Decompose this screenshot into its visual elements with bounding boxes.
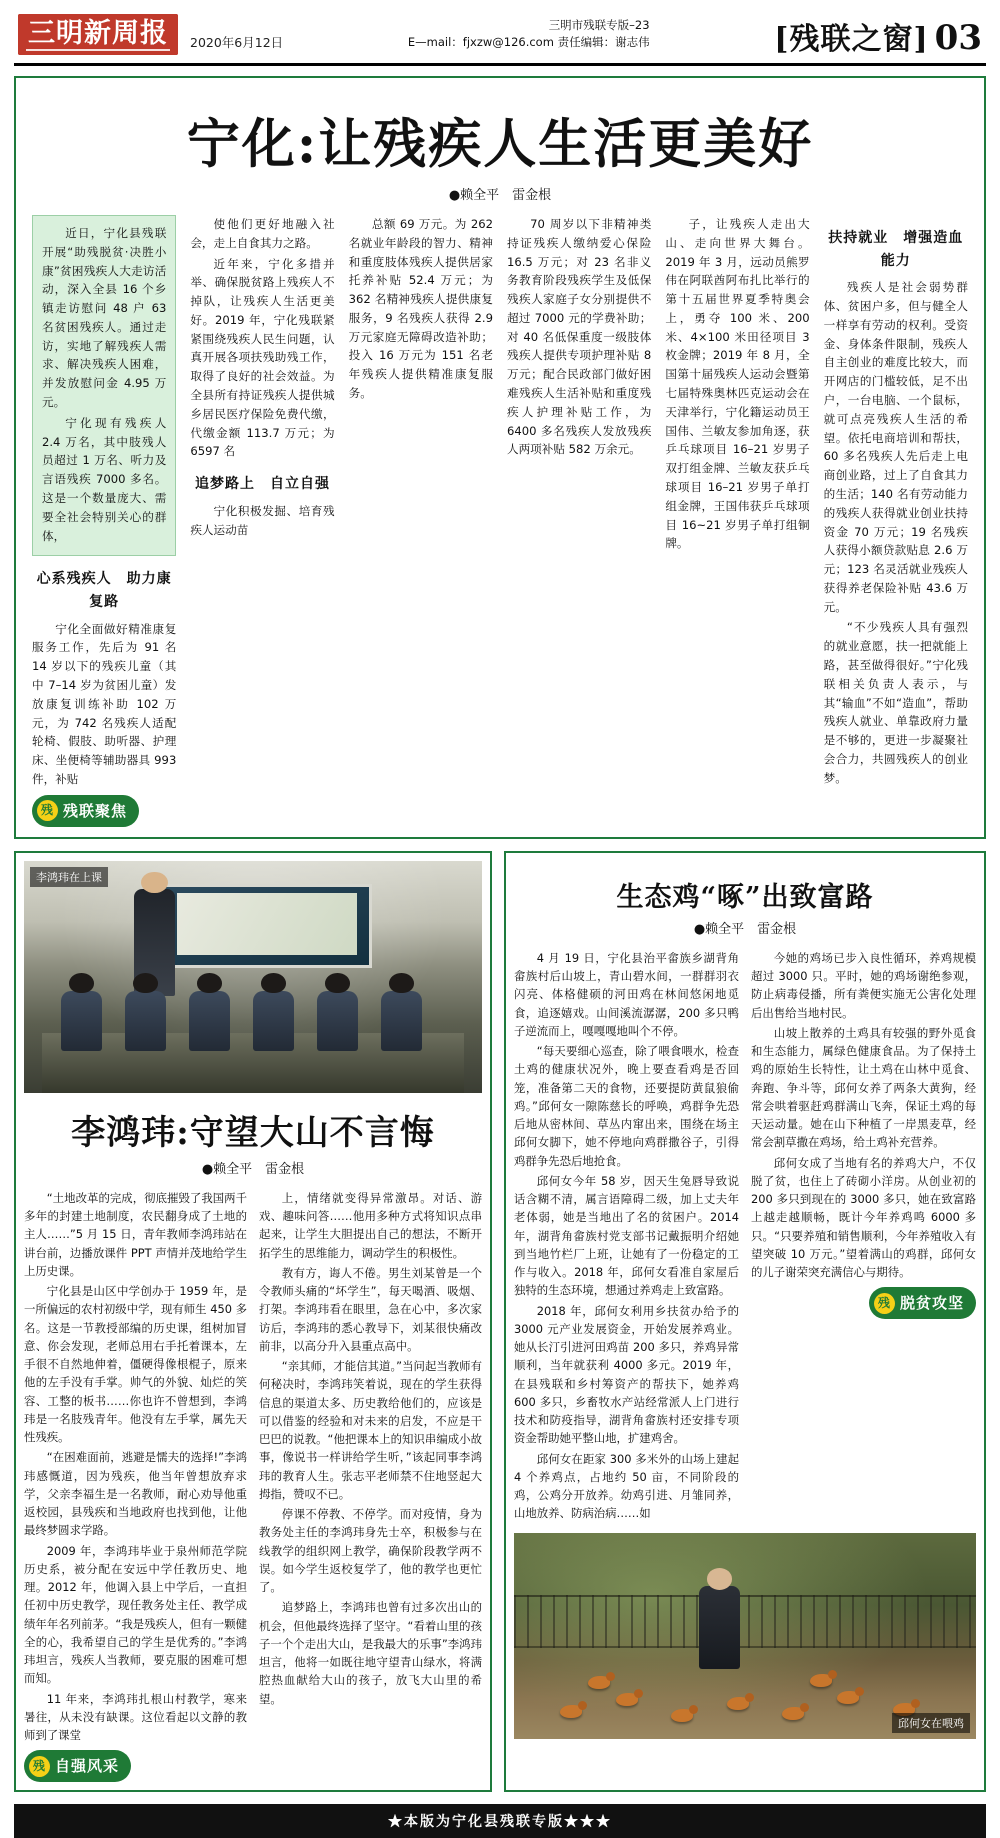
rcol2-p3: 邱何女成了当地有名的养鸡大户，不仅脱了贫，也住上了砖砌小洋房。从创业初的 200 多只到现在的 3000 多只，她在致富路上越走越顺畅，既计今年养鸡鸣 6000 多只。“只要养殖和销售顺利，今年养殖收入有望突破 10 万元。”望着满山的鸡群，邱何女的儿子谢荣突充满信心与期待。 xyxy=(751,1155,976,1280)
lcol2-p3: “亲其师，才能信其道。”当问起当教师有何秘决时，李鸿玮笑着说，现在的学生获得信息的渠道太多、历史教给他们的，应该是可以借鉴的经验和对未来的启发，不应是干巴巴的说教。“他把课本上的知识串编成小故事，像说书一样讲给学生听，”该起同事李鸿玮的教育人生。张志平老师禁不住地竖起大拇指，赞叹不已。 xyxy=(259,1359,482,1501)
top-article-headline: 宁化:让残疾人生活更美好 xyxy=(186,113,814,175)
top-article-byline: ●赖全平 雷金根 xyxy=(448,188,552,203)
lead-para-1: 近日，宁化县残联开展“助残脱贫·决胜小康”贫困残疾人大走访活动，深入全县 16 个乡镇走访慰问 48 户 63 名贫困残疾人。通过走访，实地了解残疾人需求、解决残疾人困难，并发放慰问金 4.95 万元。 xyxy=(42,226,167,410)
badge-ziqiang xyxy=(24,1750,131,1782)
farmer-figure xyxy=(699,1586,741,1668)
right-column-1 xyxy=(514,949,739,1525)
chicken xyxy=(810,1674,832,1687)
chicken xyxy=(588,1676,610,1689)
col2-para-3: 宁化积极发掘、培育残疾人运动苗 xyxy=(190,503,335,537)
edition-line: 三明市残联专版–23 xyxy=(548,17,650,32)
badge-emblem-icon: 残 xyxy=(29,1756,50,1777)
right-article-columns xyxy=(514,949,976,1525)
chicken xyxy=(837,1691,859,1704)
lcol2-p1: 上，情绪就变得异常激昂。对话、游戏、趣味问答……他用多种方式将知识点串起来，让学生大胆提出自己的想法，不断开拓学生的思维能力，调动学生的积极性。 xyxy=(259,1190,482,1260)
lcol1-p1: “土地改革的完成，彻底摧毁了我国两千多年的封建土地制度，农民翻身成了土地的主人……”5 月 15 日，青年教师李鸿玮站在讲台前，边播放课件 PPT 声情并茂地给学生上历史课。 xyxy=(24,1190,247,1278)
classroom-photo xyxy=(24,861,482,1093)
chicken xyxy=(616,1693,638,1706)
rcol2-p1: 今她的鸡场已步入良性循环，养鸡规模超过 3000 只。平时，她的鸡场谢绝参观，防止病毒侵播，所有粪便实施无公害化处理后出售给当地村民。 xyxy=(751,950,976,1020)
lcol2-p5: 追梦路上，李鸿玮也曾有过多次出山的机会，但他最终选择了坚守。“看着山里的孩子一个个走出大山，是我最大的乐事”李鸿玮坦言，他将一如既往地守望青山绿水，将满腔热血献给大山的孩子，放飞大山里的希望。 xyxy=(259,1600,482,1706)
col4-para-1: 70 周岁以下非精神类持证残疾人缴纳爱心保险 16.5 万元；对 23 名非义务教育阶段残疾学生及低保残疾人家庭子女分别提供不超过 7000 元的学费补助；对 40 名低保重度一级肢体残疾人提供专项护理补贴 8 万元；配合民政部门做好困难残疾人生活补贴和重度残疾人护理补贴工作，为 6400 多名残疾人发放残疾人两项补贴 582 万余元。 xyxy=(506,217,652,457)
student-figure xyxy=(189,991,230,1051)
masthead-right xyxy=(774,18,982,58)
badge-canlian-focus xyxy=(32,795,139,827)
right-article-headline: 生态鸡“啄”出致富路 xyxy=(616,881,874,913)
section-title: [残联之窗] xyxy=(774,22,929,57)
slide-image xyxy=(177,893,357,955)
col2-para-2: 近年来，宁化多措并举、确保脱贫路上残疾人不掉队，让残疾人生活更美好。2019 年，宁化残联紧紧围绕残疾人民生问题，认真开展各项扶残助残工作，取得了良好的社会效益。为全县所有持证残疾人提供城乡居民医疗保险免费代缴，代缴金额 113.7 万元；为 6597 名 xyxy=(190,256,335,459)
top-article xyxy=(14,76,986,839)
classroom-scene xyxy=(24,861,482,1093)
right-article-byline: ●赖全平 雷金根 xyxy=(693,921,797,937)
rcol2-p2: 山坡上散养的土鸡具有较强的野外觅食和生态能力，属绿色健康食品。为了保持土鸡的原始生长特性，让土鸡在山林中觅食、奔跑、争斗等，邱何女养了两条大黄狗，经常会哄着驱赶鸡群满山飞奔，保证土鸡的每天运动量。她在山下种植了一岸黑麦草，经常会割草撒在鸡场，给土鸡补充营养。 xyxy=(751,1025,976,1150)
col5-para-1: 子，让残疾人走出大山、走向世界大舞台。2019 年 3 月，远动员熊罗伟在阿联酋阿布扎比举行的第十五届世界夏季特奥会上，勇夺 100 米、200 米、4×100 米田径项目 3 枚金牌；2019 年 8 月，全国第十届残疾人运动会暨第七届特殊奥林匹克运动会在天津举行，宁化籍运动员王国伟、兰敏友参加角逐，获乒乓球项目 16–21 岁男子双打组金牌、兰敏友获乒乓球项目 16–21 岁男子单打组金牌，王国伟获乒乓球项目 16~21 岁男子单打组铜牌。 xyxy=(665,217,810,551)
lcol1-p4: 2009 年，李鸿玮毕业于泉州师范学院历史系，被分配在安远中学任教历史、地理。2012 年，他调入县上中学后，一直担任初中历史教学，现任教务处主任、教学成绩年年名列前茅。“我是残疾人，但有一颗健全的心，我希望自己的学生是优秀的。”李鸿玮坦言，残疾人当教师，要克服的困难可想而知。 xyxy=(24,1543,247,1686)
col6-para-2: “不少残疾人具有强烈的就业意愿，扶一把就能上路，甚至做得很好。”宁化残联相关负责人表示，与其“输血”不如“造血”，帮助残疾人就业、单靠政府力量是不够的，更进一步凝聚社会合力，共圆残疾人的创业梦。 xyxy=(823,620,968,785)
badge-wrap-left-bottom xyxy=(24,1750,247,1782)
student-figure xyxy=(381,991,422,1051)
contact-line: E—mail：fjxzw@126.com 责任编辑：谢志伟 xyxy=(407,34,650,49)
subhead-jiuye: 扶持就业 增强造血能力 xyxy=(828,230,964,269)
badge-label: 自强风采 xyxy=(55,1757,120,1776)
col2-para-1: 使他们更好地融入社会，走上自食其力之路。 xyxy=(190,217,335,250)
chicken xyxy=(560,1705,582,1718)
whiteboard-screen xyxy=(161,884,372,968)
photo-caption-right: 邱何女在喂鸡 xyxy=(892,1713,970,1733)
top-column-4 xyxy=(507,215,651,827)
top-column-3 xyxy=(349,215,493,827)
badge-label: 残联聚焦 xyxy=(63,801,128,820)
top-column-6 xyxy=(824,215,968,827)
student-figure xyxy=(125,991,166,1051)
left-article-columns xyxy=(24,1189,482,1783)
masthead-info xyxy=(408,17,650,56)
lcol1-p3: “在困难面前，逃避是懦夫的选择!”李鸿玮感慨道，因为残疾，他当年曾想放弃求学，父亲李福生是一名教师，耐心劝导他重返校园，县残疾和当地政府也找到他，让他最终梦圆求学路。 xyxy=(24,1450,247,1538)
bottom-left-article xyxy=(14,851,492,1793)
footer-bar: ★本版为宁化县残联专版★★★ xyxy=(14,1804,986,1838)
photo-caption-left: 李鸿玮在上课 xyxy=(30,867,108,887)
rcol1-p3: 邱何女今年 58 岁，因天生兔唇导致说话含糊不清，属言语障碍二级，加上丈夫年老体弱，她是当地出了名的贫困户。2014 年，湖背角畲族村党支部书记戴振明介绍她到当地竹栏厂上班，让她有了一份稳定的工作与收入。2018 年，邱何女看准自家屋后独特的生态环境，想通过养鸡走上致富路。 xyxy=(514,1173,739,1298)
fence xyxy=(514,1595,976,1649)
left-article-byline: ●赖全平 雷金根 xyxy=(201,1161,305,1177)
lcol1-p5: 11 年来，李鸿玮扎根山村教学，寒来暑往，从未没有缺课。这位看起以文静的教师到了课堂 xyxy=(24,1691,247,1743)
newspaper-logo: 三明新周报 xyxy=(18,14,178,55)
badge-emblem-icon: 残 xyxy=(874,1293,895,1314)
col1-para-1: 宁化全面做好精准康复服务工作，先后为 91 名 14 岁以下的残疾儿童（其中 7–14 岁为贫困儿童）发放康复训练补助 102 万元，为 742 名残疾人适配轮椅、假肢、助听器、护理床、坐便椅等辅助器具 993 件，补贴 xyxy=(32,621,177,786)
chicken xyxy=(782,1707,804,1720)
rcol1-p5: 邱何女在距家 300 多米外的山场上建起 4 个养鸡点，占地约 50 亩，不同阶段的鸡，公鸡分开放养。幼鸡引进、月雏同养，山地放养、防病治病……如 xyxy=(514,1451,739,1521)
left-article-headline: 李鸿玮:守望大山不言悔 xyxy=(71,1112,435,1153)
masthead-left xyxy=(18,14,283,55)
page-number: 03 xyxy=(934,18,982,58)
right-column-2 xyxy=(751,949,976,1525)
badge-wrap-left xyxy=(32,795,176,827)
top-column-5 xyxy=(665,215,809,827)
col3-para-1: 总额 69 万元。为 262 名就业年龄段的智力、精神和重度肢体残疾人提供居家托养补贴 52.4 万元；为 362 名精神残疾人提供康复服务，9 名残疾人获得 2.9 万元家庭无障碍改造补助；投入 16 万元为 151 名老年残疾人提供精准康复服务。 xyxy=(348,217,493,401)
badge-tuopin xyxy=(869,1287,976,1319)
student-figure xyxy=(61,991,102,1051)
student-figure xyxy=(317,991,358,1051)
badge-wrap-right xyxy=(751,1287,976,1319)
left-column-2 xyxy=(259,1189,482,1783)
chicken xyxy=(727,1697,749,1710)
rcol1-p4: 2018 年，邱何女利用乡扶贫办给予的 3000 元产业发展资金，开始发展养鸡业。她从长汀引进河田鸡苗 200 多只，养鸡异常顺利，当年就获利 4000 多元。2019 年，在县残联和乡村筹资产的帮扶下，她养鸡 600 多只，乡畜牧水产站经常派人上门进行技术和防疫指导，湖背角畲族村还安排专项资金帮助她平整山地，扩建鸡舍。 xyxy=(514,1303,739,1446)
top-column-1 xyxy=(32,215,176,827)
masthead xyxy=(14,0,986,66)
publish-date: 2020年6月12日 xyxy=(190,35,284,50)
left-column-1 xyxy=(24,1189,247,1783)
lcol2-p2: 教有方，诲人不倦。男生刘某曾是一个令教师头痛的“坏学生”，每天喝酒、吸烟、打架。李鸿玮看在眼里，急在心中，多次家访后，李鸿玮的悉心教导下，刘某很快痛改前非，以高分升入县重点高中。 xyxy=(259,1265,482,1353)
bottom-section xyxy=(14,851,986,1793)
top-article-columns xyxy=(32,215,968,827)
subhead-kangfu: 心系残疾人 助力康复路 xyxy=(36,571,172,610)
lcol1-p2: 宁化县是山区中学创办于 1959 年，是一所偏远的农村初级中学，现有师生 450 多名。这是一节教授部编的历史课，组树加冒意、你会发现，老师总用右手托着课本，左手很不自然地伸着，僵硬得像根棍子，原来他的左手没有手掌。帅气的外貌、灿烂的笑容、工整的板书……你也许不曾想到，李鸿玮是一名肢残青年。他没有左手掌，属先天性残疾。 xyxy=(24,1284,247,1445)
badge-emblem-icon: 残 xyxy=(37,800,58,821)
top-column-2 xyxy=(190,215,334,827)
col6-para-1: 残疾人是社会弱势群体、贫困户多，但与健全人一样享有劳动的权利。受资金、身体条件限制，残疾人自主创业的难度比较大，而开网店的门槛较低，足不出户，一台电脑、一个鼠标，就可点亮残疾人生活的希望。依托电商培训和帮扶，60 多名残疾人先后走上电商创业路，过上了自食其力的生活；140 名有劳动能力的残疾人获得就业创业扶持资金 70 万元；19 名残疾人获得小额贷款贴息 2.6 万元；123 名灵活就业残疾人获得养老保险补贴 43.6 万元。 xyxy=(823,280,968,614)
lcol2-p4: 停课不停教、不停学。而对疫情，身为教务处主任的李鸿玮身先士卒，积极参与在线教学的组织网上教学，确保阶段教学两不误。如今学生返校复学了，他的教学也更忙了。 xyxy=(259,1507,482,1595)
lead-para-2: 宁化现有残疾人 2.4 万名，其中肢残人员超过 1 万名、听力及言语残疾 7000 多名。这是一个数量庞大、需要全社会特别关心的群体， xyxy=(42,415,167,543)
student-figure xyxy=(253,991,294,1051)
rcol1-p1: 4 月 19 日，宁化县治平畲族乡湖背角畲族村后山坡上，青山碧水间，一群群羽衣闪亮、体格健硕的河田鸡在林间悠闲地觅食，追逐嬉戏。山间溪流潺潺，200 多只鸭子逆流而上，嘎嘎嘎地叫个不停。 xyxy=(514,950,739,1038)
chicken xyxy=(671,1709,693,1722)
badge-label: 脱贫攻坚 xyxy=(899,1294,964,1313)
bottom-right-article xyxy=(504,851,986,1793)
rcol1-p2: “每天要细心巡查，除了喂食喂水，检查土鸡的健康状况外，晚上要查看鸡是否回笼，准备第二天的食物，还要提防黄鼠狼偷鸡。”邱何女一隙陈慈长的呼唤，鸡群争先恐后地从密林间、草丛内窜出来，围绕在场主邱何女脚下，她不停地向鸡群撒谷子，引得鸡群争先恐后地抢食。 xyxy=(514,1044,739,1168)
lead-box xyxy=(32,215,176,556)
subhead-zhuimeng: 追梦路上 自立自强 xyxy=(194,476,330,493)
chicken-farm-photo xyxy=(514,1533,976,1739)
